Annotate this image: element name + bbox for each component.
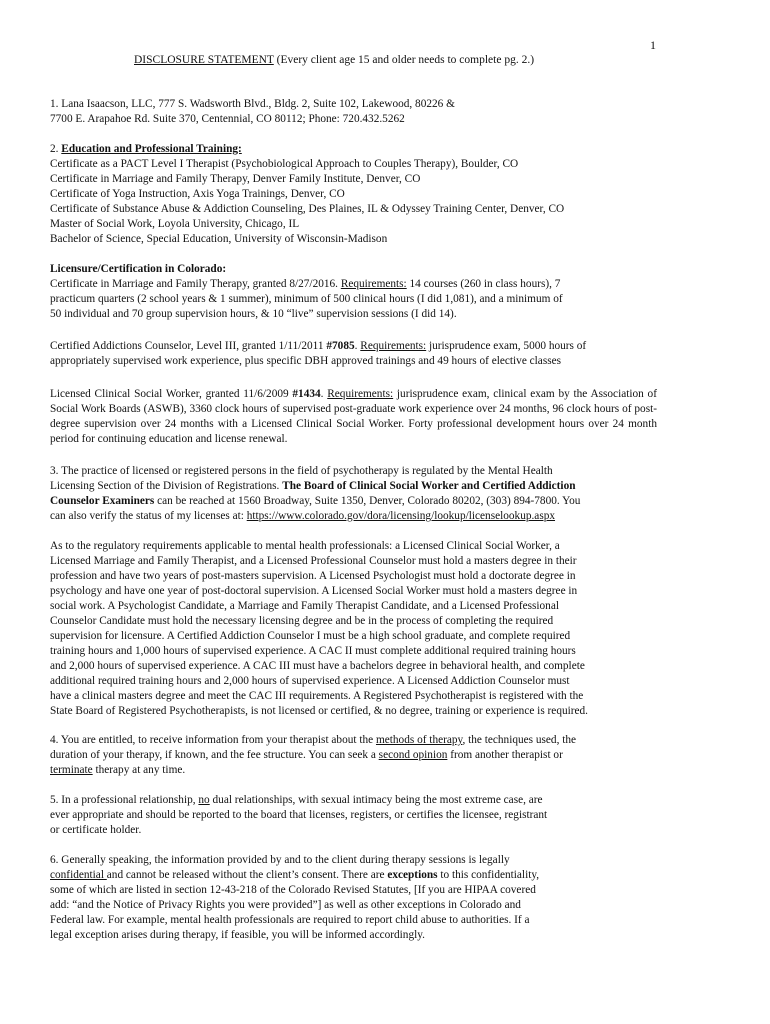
lcsw-text: Licensed Clinical Social Worker, granted 11/6/2009: [50, 388, 293, 400]
board-name: Counselor Examiners: [50, 495, 155, 507]
section-5-dual-relationships: [50, 793, 662, 838]
cac-text: Certified Addictions Counselor, Level III, granted 1/11/2011: [50, 340, 327, 352]
section-5-text: 5. In a professional relationship,: [50, 794, 199, 806]
mft-text: 14 courses (260 in class hours), 7: [406, 278, 561, 290]
section-2-education: [50, 142, 662, 247]
section-6-line-3: some of which are listed in section 12-43-218 of the Colorado Revised Statutes, [If you are HIPAA covered: [50, 884, 536, 896]
title-heading: DISCLOSURE STATEMENT: [134, 54, 274, 66]
education-item: Master of Social Work, Loyola University, Chicago, IL: [50, 218, 300, 230]
section-6-line-5: Federal law. For example, mental health professionals are required to report child abuse to authorities. If a: [50, 914, 530, 926]
section-3-text: can be reached at 1560 Broadway, Suite 1350, Denver, Colorado 80202, (303) 894-7800. You: [154, 495, 581, 507]
title-subtitle: (Every client age 15 and older needs to complete pg. 2.): [273, 54, 535, 66]
regulatory-line: social work. A Psychologist Candidate, a Marriage and Family Therapist Candidate, and a Licensed Professional: [50, 600, 559, 612]
regulatory-line: psychology and have one year of post-doctoral supervision. A Licensed Social Worker must hold a masters degree in: [50, 585, 578, 597]
section-5-text: dual relationships, with sexual intimacy being the most extreme case, are: [209, 794, 543, 806]
cac-text: jurisprudence exam, 5000 hours of: [426, 340, 587, 352]
lcsw-requirements-label: Requirements:: [327, 388, 394, 400]
regulatory-line: Licensed Marriage and Family Therapist, and a Licensed Professional Counselor must hold a masters degree in their: [50, 555, 577, 567]
section-6-text: to this confidentiality,: [437, 869, 540, 881]
board-name: The Board of Clinical Social Worker and Certified Addiction: [282, 480, 576, 492]
lcsw-text: .: [320, 388, 328, 400]
mft-line-3: 50 individual and 70 group supervision hours, & 10 “live” supervision sessions (I did 14).: [50, 308, 457, 320]
second-opinion: second opinion: [378, 749, 448, 761]
methods-of-therapy: methods of therapy: [375, 734, 463, 746]
section-3-text: can also verify the status of my licenses at:: [50, 510, 247, 522]
education-heading: Education and Professional Training:: [61, 143, 242, 155]
mft-line-2: practicum quarters (2 school years & 1 summer), minimum of 500 clinical hours (I did 1,081), and a minimum of: [50, 293, 563, 305]
terminate: terminate: [50, 764, 93, 776]
licensure-heading: Licensure/Certification in Colorado:: [50, 263, 227, 275]
regulatory-line: additional required training hours and 2,000 hours of supervised experience. A Licensed Addiction Counselor must: [50, 675, 570, 687]
regulatory-requirements: [50, 539, 662, 719]
licensure-cac: [50, 339, 662, 369]
regulatory-line: supervision for licensure. A Certified Addiction Counselor I must be a high school graduate, and complete required: [50, 630, 571, 642]
section-5-line-1: [50, 793, 662, 808]
section-6-line-4: add: “and the Notice of Privacy Rights you were provided”] as well as other exceptions in Colorado and: [50, 899, 521, 911]
cac-text: .: [354, 340, 361, 352]
confidential: confidential: [50, 869, 107, 881]
section-4-rights: [50, 733, 662, 778]
page-number: 1: [650, 38, 656, 52]
education-item: Bachelor of Science, Special Education, University of Wisconsin-Madison: [50, 233, 388, 245]
section-4-line-3: [50, 763, 662, 778]
mft-text: Certificate in Marriage and Family Therapy, granted 8/27/2016.: [50, 278, 341, 290]
section-4-text: from another therapist or: [447, 749, 563, 761]
regulatory-line: profession and have two years of post-masters supervision. A Licensed Psychologist must hold a doctorate degree in: [50, 570, 576, 582]
regulatory-line: Counselor Candidate must hold the necessary licensing degree and be in the process of completing the required: [50, 615, 554, 627]
document-title: [134, 53, 534, 68]
section-6-line-6: legal exception arises during therapy, if feasible, you will be informed accordingly.: [50, 929, 425, 941]
section-5-line-2: ever appropriate and should be reported to the board that licenses, registers, or certifies the licensee, registrant: [50, 809, 548, 821]
section-6-confidentiality: [50, 853, 662, 943]
education-heading-line: [50, 142, 662, 157]
section-4-text: therapy at any time.: [92, 764, 186, 776]
section-4-text: , the techniques used, the: [462, 734, 577, 746]
cac-number: #7085: [326, 340, 355, 352]
regulatory-line: training hours and 1,000 hours of supervised experience. A CAC II must complete additional required training hours: [50, 645, 576, 657]
section-4-text: 4. You are entitled, to receive information from your therapist about the: [50, 734, 376, 746]
licensure-lcsw: [50, 387, 657, 447]
education-item: Certificate of Substance Abuse & Addiction Counseling, Des Plaines, IL & Odyssey Training Center, Denver, CO: [50, 203, 565, 215]
section-6-line-1: 6. Generally speaking, the information provided by and to the client during therapy sessions is legally: [50, 854, 510, 866]
regulatory-line: and 2,000 hours of supervised experience. A CAC III must have a bachelors degree in behavioral health, and complete: [50, 660, 585, 672]
cac-line-1: [50, 339, 662, 354]
lcsw-number: #1434: [292, 388, 321, 400]
section-5-line-3: or certificate holder.: [50, 824, 142, 836]
regulatory-line: have a clinical masters degree and meet the CAC III requirements. A Registered Psychotherapist is registered with the: [50, 690, 584, 702]
regulatory-line: As to the regulatory requirements applicable to mental health professionals: a Licensed Clinical Social Worker, a: [50, 540, 560, 552]
section-3-text: Licensing Section of the Division of Registrations.: [50, 480, 283, 492]
section-6-line-2: [50, 868, 662, 883]
mft-requirements-label: Requirements:: [340, 278, 407, 290]
section-3-line-1: 3. The practice of licensed or registered persons in the field of psychotherapy is regulated by the Mental Health: [50, 465, 553, 477]
address-line-2: 7700 E. Arapahoe Rd. Suite 370, Centennial, CO 80112; Phone: 720.432.5262: [50, 113, 405, 125]
section-4-text: duration of your therapy, if known, and the fee structure. You can seek a: [50, 749, 379, 761]
section-3-line-2: [50, 479, 662, 494]
regulatory-line: State Board of Registered Psychotherapists, is not licensed or certified, & no degree, training or experience is required.: [50, 705, 589, 717]
lcsw-text: jurisprudence exam, clinical exam by the Association of Social Work Boards (ASWB), 3360 clock hours of supervised post-graduate work experience over 24 months, 96 clock hours of post-degree supervision over 24 months with a Licensed Clinical Social Worker. Forty professional development hours over 24 month period for continuing education and license renewal.: [50, 388, 657, 445]
education-item: Certificate as a PACT Level I Therapist (Psychobiological Approach to Couples Therapy), Boulder, CO: [50, 158, 519, 170]
mft-line-1: [50, 277, 662, 292]
section-3-line-3: [50, 494, 662, 509]
cac-requirements-label: Requirements:: [360, 340, 427, 352]
address-line-1: 1. Lana Isaacson, LLC, 777 S. Wadsworth Blvd., Bldg. 2, Suite 102, Lakewood, 80226 &: [50, 98, 455, 110]
exceptions: exceptions: [387, 869, 438, 881]
section-1-address: [50, 97, 662, 127]
section-2-number: 2.: [50, 143, 62, 155]
education-item: Certificate of Yoga Instruction, Axis Yoga Trainings, Denver, CO: [50, 188, 345, 200]
section-6-text: and cannot be released without the client’s consent. There are: [106, 869, 388, 881]
section-3-regulation: [50, 464, 662, 524]
no-emphasis: no: [198, 794, 210, 806]
license-lookup-link[interactable]: https://www.colorado.gov/dora/licensing/lookup/licenselookup.aspx: [246, 510, 556, 522]
section-4-line-2: [50, 748, 662, 763]
education-item: Certificate in Marriage and Family Therapy, Denver Family Institute, Denver, CO: [50, 173, 421, 185]
cac-line-2: appropriately supervised work experience, plus specific DBH approved trainings and 49 hours of elective classes: [50, 355, 562, 367]
section-4-line-1: [50, 733, 662, 748]
section-3-line-4: [50, 509, 662, 524]
licensure-mft: [50, 262, 662, 322]
